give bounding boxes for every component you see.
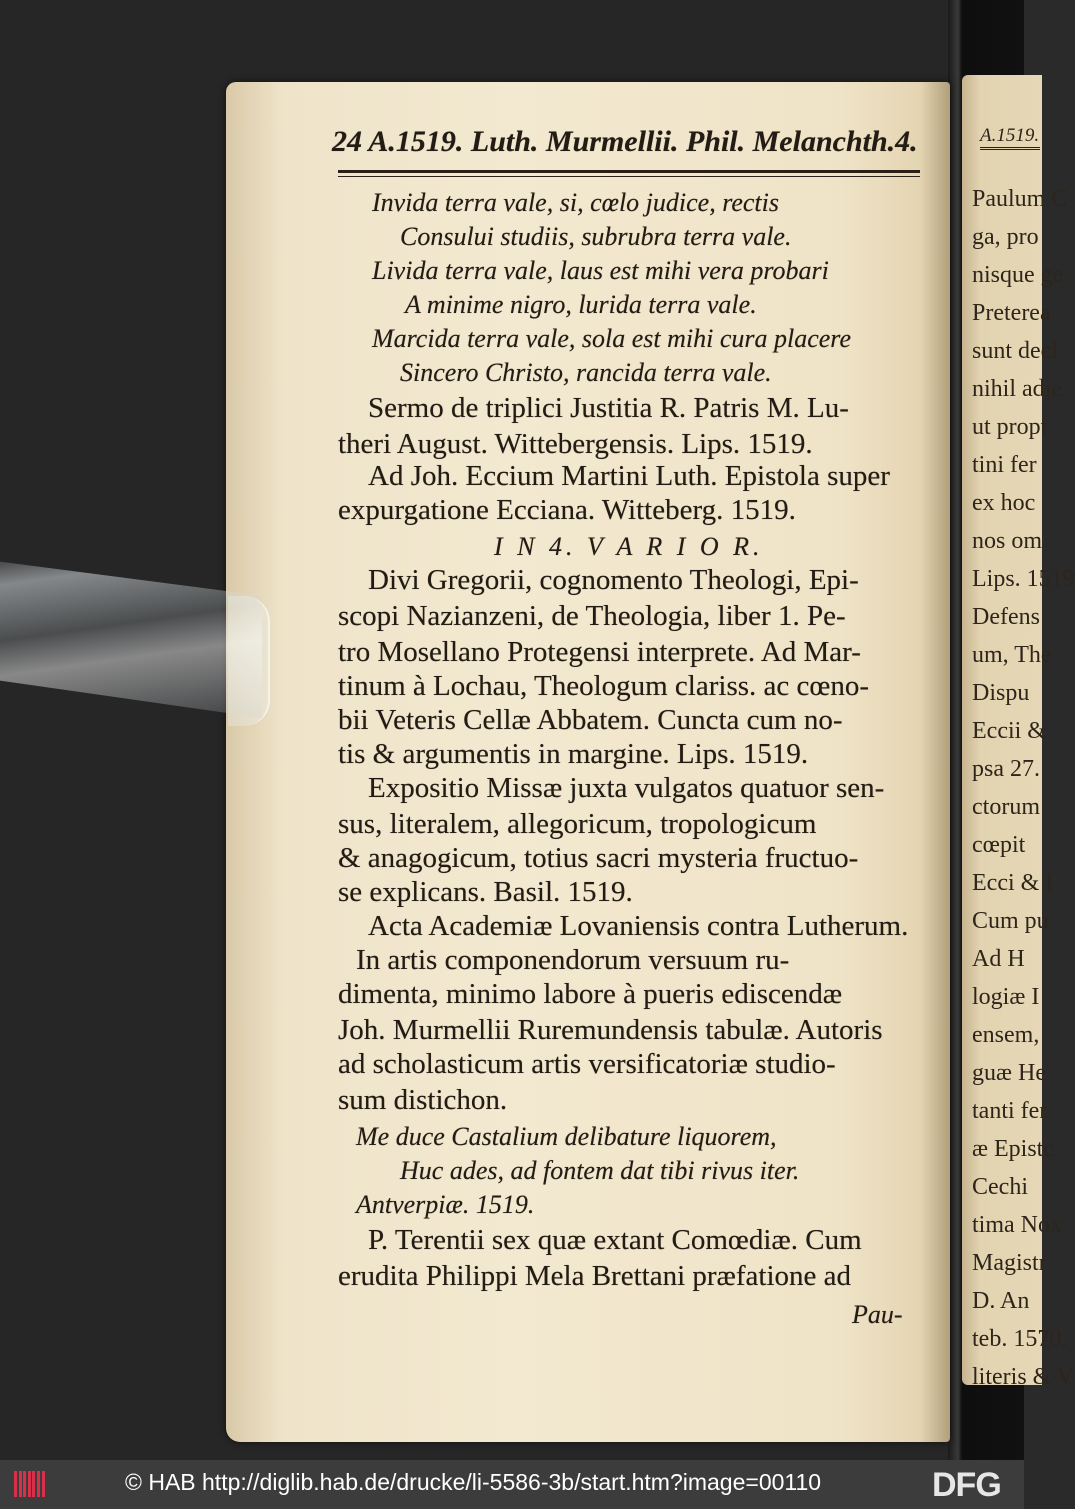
adjacent-page-line: D. An bbox=[972, 1288, 1030, 1314]
copyright-url[interactable]: © HAB http://diglib.hab.de/drucke/li-5586-3b/start.htm?image=00110 bbox=[125, 1469, 822, 1495]
text-line: Livida terra vale, laus est mihi vera probari bbox=[372, 256, 829, 285]
adjacent-page-line: ctorum bbox=[972, 794, 1040, 820]
adjacent-page-line: cœpit bbox=[972, 832, 1026, 858]
footer-bar bbox=[0, 1460, 1024, 1509]
text-line: Invida terra vale, si, cœlo judice, rectis bbox=[372, 188, 779, 217]
adjacent-page-line: tanti fer bbox=[972, 1098, 1048, 1124]
text-line: Acta Academiæ Lovaniensis contra Lutherum. bbox=[368, 910, 909, 942]
text-line: expurgatione Ecciana. Witteberg. 1519. bbox=[338, 494, 796, 526]
adjacent-page-line: æ Epistc bbox=[972, 1136, 1054, 1162]
text-line: P. Terentii sex quæ extant Comœdiæ. Cum bbox=[368, 1224, 862, 1256]
text-line: sus, literalem, allegoricum, tropologicum bbox=[338, 808, 817, 840]
adjacent-page-head: A.1519. bbox=[980, 125, 1040, 150]
adjacent-page-line: Eccii & bbox=[972, 718, 1046, 744]
adjacent-page-line: ensem, bbox=[972, 1022, 1040, 1048]
glass-weight-edge bbox=[228, 596, 270, 726]
text-line: tis & argumentis in margine. Lips. 1519. bbox=[338, 738, 809, 770]
text-line: dimenta, minimo labore à pueris ediscendæ bbox=[338, 978, 843, 1010]
text-line: theri August. Wittebergensis. Lips. 1519. bbox=[338, 428, 813, 460]
adjacent-page-line: Dispu bbox=[972, 680, 1030, 706]
adjacent-page-line: literis & V bbox=[972, 1364, 1075, 1390]
adjacent-page-line: sunt decl bbox=[972, 338, 1058, 364]
adjacent-page-line: nos om bbox=[972, 528, 1043, 554]
barcode-bar bbox=[19, 1471, 22, 1497]
text-line: Huc ades, ad fontem dat tibi rivus iter. bbox=[400, 1156, 800, 1185]
running-head: 24 A.1519. Luth. Murmellii. Phil. Melanchth.4. bbox=[332, 125, 918, 158]
adjacent-page-line: Cechi bbox=[972, 1174, 1028, 1200]
barcode-bar bbox=[28, 1471, 31, 1497]
text-line: Me duce Castalium delibature liquorem, bbox=[356, 1122, 777, 1151]
barcode-bar bbox=[32, 1471, 35, 1497]
text-line: Divi Gregorii, cognomento Theologi, Epi- bbox=[368, 564, 859, 596]
barcode-bar bbox=[23, 1471, 26, 1497]
text-line: Sermo de triplici Justitia R. Patris M. Lu- bbox=[368, 392, 849, 424]
adjacent-page-line: Ad H bbox=[972, 946, 1025, 972]
text-line: A minime nigro, lurida terra vale. bbox=[405, 290, 757, 319]
text-line: Ad Joh. Eccium Martini Luth. Epistola super bbox=[368, 460, 890, 492]
text-line: tinum à Lochau, Theologum clariss. ac cœno- bbox=[338, 670, 869, 702]
adjacent-page-line: Cum pu bbox=[972, 908, 1049, 934]
barcode-icon bbox=[14, 1471, 46, 1497]
text-line: ad scholasticum artis versificatoriæ studio- bbox=[338, 1048, 836, 1080]
text-line: se explicans. Basil. 1519. bbox=[338, 876, 633, 908]
text-line: scopi Nazianzeni, de Theologia, liber 1. Pe- bbox=[338, 600, 846, 632]
text-line: tro Mosellano Protegensi interprete. Ad Mar- bbox=[338, 636, 861, 668]
adjacent-page-line: Paulum C bbox=[972, 186, 1068, 212]
adjacent-page-line: ex hoc bbox=[972, 490, 1036, 516]
adjacent-page-line: tima Nox bbox=[972, 1212, 1062, 1238]
text-line: Expositio Missæ juxta vulgatos quatuor sen- bbox=[368, 772, 885, 804]
adjacent-page-line: Defens bbox=[972, 604, 1040, 630]
barcode-bar bbox=[14, 1471, 17, 1497]
header-rule-thin bbox=[338, 176, 920, 177]
adjacent-page-line: guæ He bbox=[972, 1060, 1046, 1086]
adjacent-page-line: nisque ge bbox=[972, 262, 1064, 288]
catchword: Pau- bbox=[852, 1300, 903, 1329]
barcode-bar bbox=[42, 1471, 45, 1497]
adjacent-page-line: teb. 1570. bbox=[972, 1326, 1068, 1352]
adjacent-page-line: psa 27. bbox=[972, 756, 1040, 782]
text-line: bii Veteris Cellæ Abbatem. Cuncta cum no- bbox=[338, 704, 843, 736]
adjacent-page-line: ut propt bbox=[972, 414, 1048, 440]
adjacent-page-line: ga, pro bbox=[972, 224, 1039, 250]
adjacent-page-line: Preterea bbox=[972, 300, 1051, 326]
adjacent-page-line: Ecci & I bbox=[972, 870, 1054, 896]
header-rule bbox=[338, 170, 920, 173]
adjacent-page-line: um, The bbox=[972, 642, 1052, 668]
adjacent-page-line: Magistr bbox=[972, 1250, 1047, 1276]
text-line: Marcida terra vale, sola est mihi cura placere bbox=[372, 324, 851, 353]
text-line: & anagogicum, totius sacri mysteria fructuo- bbox=[338, 842, 859, 874]
text-line: sum distichon. bbox=[338, 1084, 508, 1116]
adjacent-page bbox=[962, 75, 1075, 1390]
text-line: Joh. Murmellii Ruremundensis tabulæ. Autoris bbox=[338, 1014, 883, 1046]
text-line: Consului studiis, subrubra terra vale. bbox=[400, 222, 792, 251]
text-line: In artis componendorum versuum ru- bbox=[356, 944, 790, 976]
text-line: Sincero Christo, rancida terra vale. bbox=[400, 358, 772, 387]
adjacent-page-line: nihil adje bbox=[972, 376, 1062, 402]
glass-weight-reflection bbox=[0, 548, 262, 718]
adjacent-page-lines bbox=[972, 180, 1075, 1396]
adjacent-page-line: logiæ I bbox=[972, 984, 1040, 1010]
adjacent-page-line: Lips. 1519 bbox=[972, 566, 1075, 592]
section-heading: I N 4. V A R I O R. bbox=[494, 532, 764, 561]
adjacent-page-line: tini fer bbox=[972, 452, 1037, 478]
text-line: Antverpiæ. 1519. bbox=[356, 1190, 535, 1219]
dfg-logo: DFG bbox=[932, 1466, 1001, 1504]
text-line: erudita Philippi Mela Brettani præfatione ad bbox=[338, 1260, 852, 1292]
barcode-bar bbox=[37, 1471, 40, 1497]
